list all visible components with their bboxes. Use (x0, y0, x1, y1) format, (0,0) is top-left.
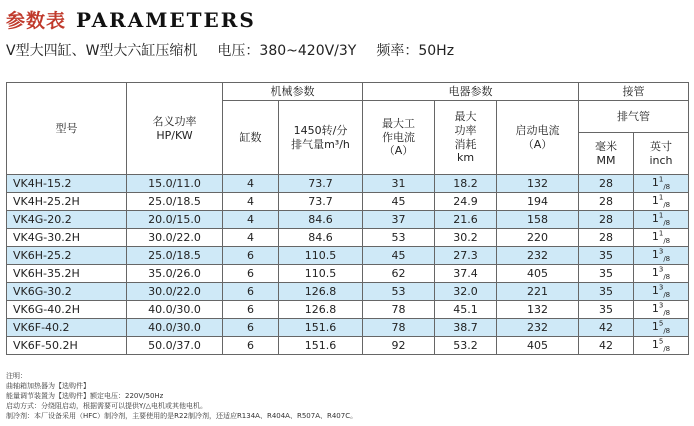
cell-cylinders: 6 (223, 319, 279, 337)
cell-start-current: 405 (497, 265, 579, 283)
cell-inch (634, 229, 689, 247)
cell-inch (634, 319, 689, 337)
header-inch (634, 133, 689, 175)
inch-fraction (651, 211, 671, 228)
cell-inch (634, 211, 689, 229)
inch-denominator: 8 (665, 219, 671, 228)
inch-denominator: 8 (665, 273, 671, 282)
table-row (7, 319, 689, 337)
cell-inch (634, 265, 689, 283)
cell-max-current: 78 (363, 301, 435, 319)
cell-max-power: 24.9 (435, 193, 497, 211)
inch-whole: 1 (651, 283, 659, 297)
inch-slash: / (663, 345, 666, 354)
header-start-current-line2: （A） (522, 137, 553, 151)
header-displacement-line2: 排气量m³/h (291, 137, 350, 151)
inch-fraction (651, 247, 671, 264)
table-row (7, 283, 689, 301)
header-max-power-line4: km (456, 151, 475, 165)
inch-slash: / (663, 219, 666, 228)
cell-model: VK6H-25.2 (7, 247, 127, 265)
inch-numerator: 1 (658, 229, 664, 238)
header-power-cn: 名义功率 (152, 114, 197, 128)
inch-fraction (651, 319, 671, 336)
cell-displacement: 151.6 (279, 337, 363, 355)
cell-displacement: 126.8 (279, 283, 363, 301)
header-mm-line1: 毫米 (595, 139, 617, 153)
cell-power: 20.0/15.0 (127, 211, 223, 229)
subtitle (6, 40, 454, 60)
cell-displacement: 84.6 (279, 211, 363, 229)
cell-mm: 35 (579, 283, 634, 301)
cell-displacement: 151.6 (279, 319, 363, 337)
cell-cylinders: 6 (223, 337, 279, 355)
inch-numerator: 1 (658, 193, 664, 202)
inch-numerator: 3 (658, 283, 664, 292)
cell-mm: 42 (579, 337, 634, 355)
cell-max-power: 30.2 (435, 229, 497, 247)
header-max-current-line3: （A） (383, 144, 414, 158)
header-mm-line2: MM (596, 153, 616, 167)
cell-inch (634, 301, 689, 319)
title-english: PARAMETERS (76, 8, 256, 32)
header-power (127, 83, 223, 175)
inch-slash: / (663, 183, 666, 192)
inch-denominator: 8 (665, 201, 671, 210)
cell-max-current: 53 (363, 283, 435, 301)
cell-cylinders: 6 (223, 283, 279, 301)
cell-max-current: 53 (363, 229, 435, 247)
inch-fraction (651, 283, 671, 300)
header-max-current (363, 101, 435, 175)
table-row (7, 229, 689, 247)
inch-denominator: 8 (665, 255, 671, 264)
cell-max-power: 37.4 (435, 265, 497, 283)
inch-slash: / (663, 273, 666, 282)
cell-max-current: 37 (363, 211, 435, 229)
table-row (7, 175, 689, 193)
cell-power: 25.0/18.5 (127, 193, 223, 211)
cell-model: VK6F-50.2H (7, 337, 127, 355)
page-title (6, 6, 256, 34)
cell-start-current: 220 (497, 229, 579, 247)
cell-mm: 28 (579, 193, 634, 211)
cell-start-current: 221 (497, 283, 579, 301)
cell-start-current: 132 (497, 301, 579, 319)
cell-power: 15.0/11.0 (127, 175, 223, 193)
cell-displacement: 84.6 (279, 229, 363, 247)
inch-whole: 1 (651, 211, 659, 225)
cell-cylinders: 6 (223, 265, 279, 283)
inch-whole: 1 (651, 319, 659, 333)
header-max-power (435, 101, 497, 175)
cell-max-power: 53.2 (435, 337, 497, 355)
inch-whole: 1 (651, 337, 659, 351)
cell-mm: 42 (579, 319, 634, 337)
inch-fraction (651, 337, 671, 354)
cell-max-current: 45 (363, 193, 435, 211)
inch-denominator: 8 (665, 291, 671, 300)
header-max-power-line2: 功率 (454, 123, 477, 137)
cell-inch (634, 193, 689, 211)
cell-displacement: 73.7 (279, 193, 363, 211)
cell-mm: 28 (579, 211, 634, 229)
inch-slash: / (663, 291, 666, 300)
cell-start-current: 232 (497, 247, 579, 265)
inch-fraction (651, 175, 671, 192)
inch-denominator: 8 (665, 237, 671, 246)
cell-start-current: 194 (497, 193, 579, 211)
inch-slash: / (663, 255, 666, 264)
table-row (7, 193, 689, 211)
cell-mm: 35 (579, 301, 634, 319)
cell-cylinders: 4 (223, 211, 279, 229)
inch-denominator: 8 (665, 309, 671, 318)
note-line: 启动方式：分绕阻启动，根据需要可以提供Y/△电机或其他电机。 (6, 402, 208, 410)
cell-displacement: 73.7 (279, 175, 363, 193)
header-electrical: 电器参数 (363, 83, 579, 101)
inch-numerator: 1 (658, 175, 664, 184)
cell-model: VK6H-35.2H (7, 265, 127, 283)
cell-max-power: 21.6 (435, 211, 497, 229)
header-mechanical: 机械参数 (223, 83, 363, 101)
cell-max-current: 45 (363, 247, 435, 265)
cell-start-current: 132 (497, 175, 579, 193)
cell-mm: 28 (579, 229, 634, 247)
cell-power: 35.0/26.0 (127, 265, 223, 283)
cell-model: VK6F-40.2 (7, 319, 127, 337)
note-line: 曲轴箱加热器为【选购件】 (6, 382, 90, 390)
cell-inch (634, 337, 689, 355)
cell-max-current: 78 (363, 319, 435, 337)
table-row (7, 265, 689, 283)
cell-max-power: 32.0 (435, 283, 497, 301)
cell-model: VK4G-20.2 (7, 211, 127, 229)
header-max-current-line1: 最大工 (382, 116, 415, 130)
cell-model: VK6G-40.2H (7, 301, 127, 319)
header-model: 型号 (7, 83, 127, 175)
inch-fraction (651, 193, 671, 210)
header-discharge-pipe: 排气管 (579, 101, 689, 133)
header-power-unit: HP/KW (156, 128, 193, 142)
inch-whole: 1 (651, 229, 659, 243)
cell-cylinders: 4 (223, 175, 279, 193)
cell-mm: 35 (579, 247, 634, 265)
cell-model: VK4H-25.2H (7, 193, 127, 211)
cell-inch (634, 175, 689, 193)
cell-model: VK6G-30.2 (7, 283, 127, 301)
cell-mm: 28 (579, 175, 634, 193)
inch-numerator: 3 (658, 247, 664, 256)
inch-whole: 1 (651, 193, 659, 207)
inch-denominator: 8 (665, 183, 671, 192)
cell-power: 40.0/30.0 (127, 319, 223, 337)
cell-power: 30.0/22.0 (127, 283, 223, 301)
header-displacement (279, 101, 363, 175)
cell-start-current: 158 (497, 211, 579, 229)
inch-slash: / (663, 309, 666, 318)
subtitle-frequency: 频率：50Hz (376, 43, 455, 59)
inch-whole: 1 (651, 265, 659, 279)
inch-slash: / (663, 237, 666, 246)
table-row (7, 247, 689, 265)
cell-max-current: 62 (363, 265, 435, 283)
header-displacement-line1: 1450转/分 (293, 123, 348, 137)
cell-start-current: 232 (497, 319, 579, 337)
header-connection: 接管 (579, 83, 689, 101)
cell-cylinders: 4 (223, 193, 279, 211)
cell-power: 30.0/22.0 (127, 229, 223, 247)
cell-model: VK4H-15.2 (7, 175, 127, 193)
inch-denominator: 8 (665, 327, 671, 336)
header-mm (579, 133, 634, 175)
cell-power: 50.0/37.0 (127, 337, 223, 355)
inch-fraction (651, 301, 671, 318)
cell-power: 40.0/30.0 (127, 301, 223, 319)
cell-start-current: 405 (497, 337, 579, 355)
cell-mm: 35 (579, 265, 634, 283)
inch-whole: 1 (651, 175, 659, 189)
inch-whole: 1 (651, 301, 659, 315)
inch-whole: 1 (651, 247, 659, 261)
notes (6, 371, 357, 421)
header-max-power-line1: 最大 (454, 110, 477, 123)
cell-displacement: 110.5 (279, 247, 363, 265)
table-row (7, 301, 689, 319)
inch-numerator: 3 (658, 301, 664, 310)
subtitle-voltage: 电压：380~420V/3Y (217, 43, 357, 59)
header-start-current-line1: 启动电流 (515, 123, 560, 137)
cell-cylinders: 6 (223, 247, 279, 265)
header-cylinders: 缸数 (223, 101, 279, 175)
inch-numerator: 3 (658, 265, 664, 274)
cell-max-current: 92 (363, 337, 435, 355)
inch-fraction (651, 229, 671, 246)
cell-displacement: 110.5 (279, 265, 363, 283)
inch-numerator: 5 (658, 319, 664, 328)
inch-fraction (651, 265, 671, 282)
subtitle-models: V型大四缸、W型大六缸压缩机 (6, 43, 198, 59)
cell-max-power: 38.7 (435, 319, 497, 337)
cell-power: 25.0/18.5 (127, 247, 223, 265)
inch-numerator: 1 (658, 211, 664, 220)
header-start-current (497, 101, 579, 175)
table-row (7, 337, 689, 355)
cell-inch (634, 247, 689, 265)
note-line: 能量调节装置为【选购件】额定电压：220V/50Hz (6, 392, 164, 400)
cell-cylinders: 4 (223, 229, 279, 247)
cell-inch (634, 283, 689, 301)
table-row (7, 211, 689, 229)
title-chinese: 参数表 (6, 10, 67, 32)
cell-displacement: 126.8 (279, 301, 363, 319)
parameters-table (6, 82, 689, 355)
cell-model: VK4G-30.2H (7, 229, 127, 247)
header-max-current-line2: 作电流 (382, 130, 415, 144)
note-line: 制冷剂：本厂设备采用（HFC）制冷剂，主要使用的是R22制冷剂，还适应R134A、R404A、R507A、R407C。 (6, 412, 358, 420)
inch-numerator: 5 (658, 337, 664, 346)
header-inch-line2: inch (649, 153, 673, 167)
inch-denominator: 8 (665, 345, 671, 354)
header-inch-line1: 英寸 (650, 139, 672, 153)
cell-max-power: 27.3 (435, 247, 497, 265)
inch-slash: / (663, 201, 666, 210)
inch-slash: / (663, 327, 666, 336)
cell-max-power: 45.1 (435, 301, 497, 319)
cell-max-power: 18.2 (435, 175, 497, 193)
cell-max-current: 31 (363, 175, 435, 193)
note-line: 注明： (6, 372, 27, 380)
cell-cylinders: 6 (223, 301, 279, 319)
header-max-power-line3: 消耗 (454, 137, 477, 151)
